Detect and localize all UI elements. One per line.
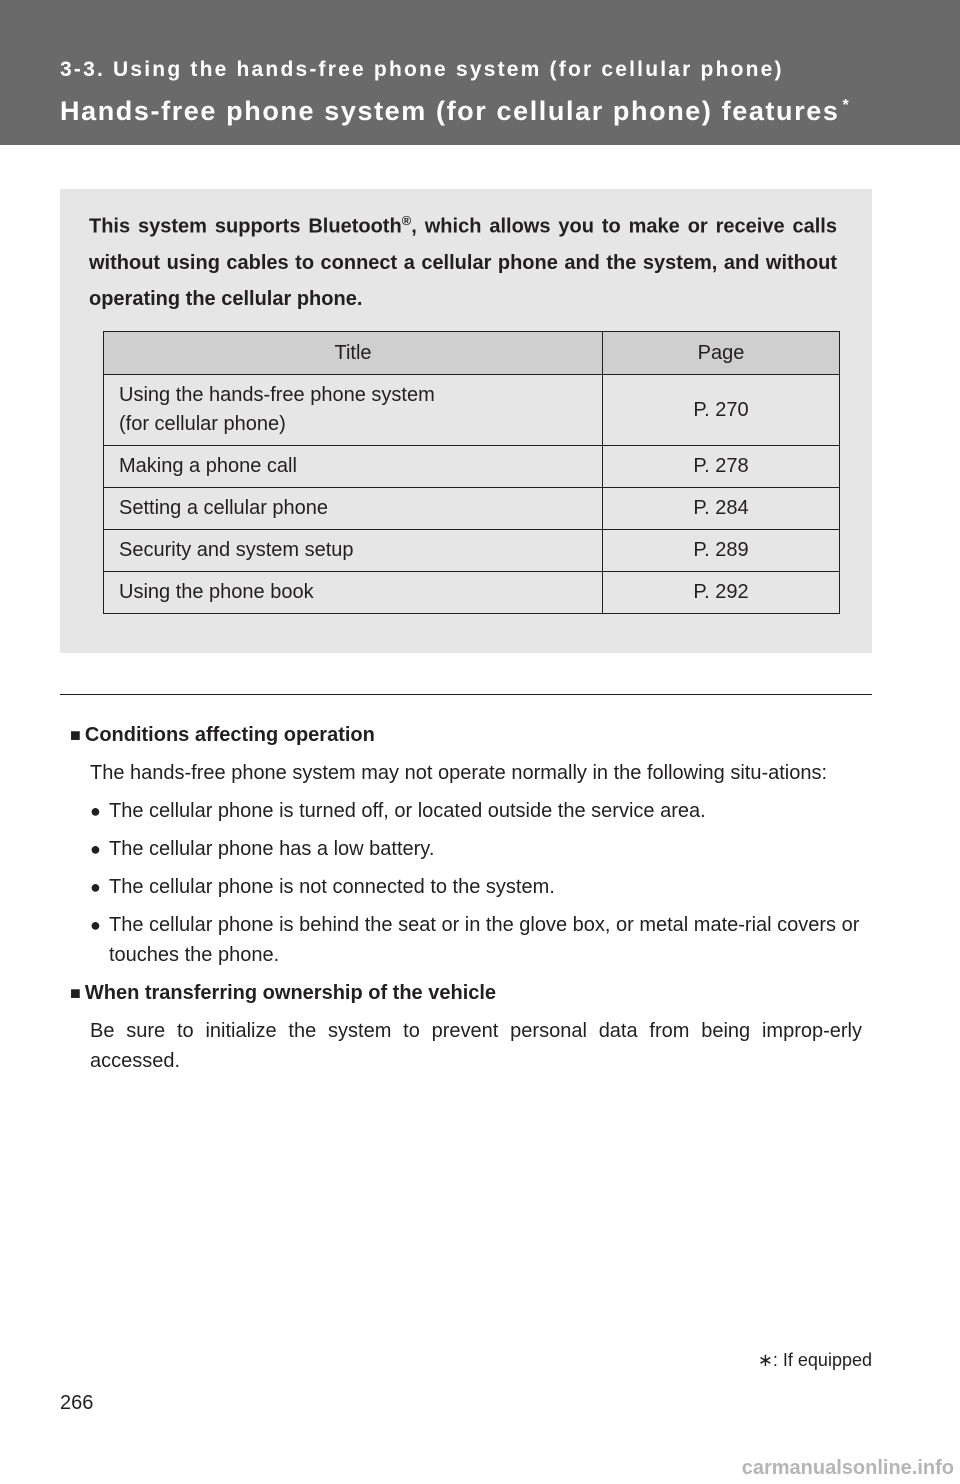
note-heading-conditions [70, 720, 862, 750]
note-heading-text: Conditions affecting operation [84, 724, 375, 746]
page-title-text: Hands-free phone system (for cellular phone) features [60, 96, 840, 126]
square-bullet-icon: ■ [70, 725, 81, 745]
contents-table [103, 331, 840, 614]
intro-text-end: , which allows you to make or receive calls without using cables to connect a cellular phone and the system, and without operating the cellular phone. [89, 215, 837, 310]
list-item [90, 834, 862, 864]
bullet-icon: ● [90, 801, 101, 821]
column-header-title: Title [104, 332, 603, 375]
square-bullet-icon: ■ [70, 983, 81, 1003]
row-page-link[interactable]: P. 284 [603, 488, 840, 530]
row-title-line: (for cellular phone) [119, 413, 286, 435]
section-divider [60, 694, 872, 695]
row-title: Setting a cellular phone [104, 488, 603, 530]
note-heading-text: When transferring ownership of the vehicle [84, 982, 497, 1004]
registered-mark: ® [401, 213, 412, 228]
page-title [60, 96, 850, 127]
list-item [90, 872, 862, 902]
row-title: Using the phone book [104, 572, 603, 614]
intro-text [89, 203, 837, 317]
bullet-icon: ● [90, 839, 101, 859]
row-page-link[interactable]: P. 289 [603, 530, 840, 572]
intro-box [60, 189, 872, 653]
list-item [90, 796, 862, 826]
row-title [104, 375, 603, 446]
notes-section [70, 720, 862, 1076]
intro-text-start: This system supports Bluetooth [89, 215, 402, 238]
section-title: 3-3. Using the hands-free phone system (for cellular phone) [60, 58, 784, 81]
row-title: Making a phone call [104, 446, 603, 488]
list-item-text: The cellular phone is not connected to the system. [109, 876, 555, 898]
table-row [104, 530, 840, 572]
note-paragraph: The hands-free phone system may not operate normally in the following situ-ations: [90, 762, 828, 784]
watermark: carmanualsonline.info [741, 1457, 954, 1479]
list-item-text: The cellular phone is turned off, or located outside the service area. [109, 800, 706, 822]
row-page-link[interactable]: P. 292 [603, 572, 840, 614]
table-row [104, 375, 840, 446]
table-row [104, 446, 840, 488]
row-title-line: Using the hands-free phone system [119, 384, 435, 406]
page-number: 266 [60, 1392, 94, 1414]
column-header-page: Page [603, 332, 840, 375]
list-item-text: The cellular phone has a low battery. [109, 838, 435, 860]
row-title: Security and system setup [104, 530, 603, 572]
bullet-icon: ● [90, 915, 101, 935]
table-header-row [104, 332, 840, 375]
row-page-link[interactable]: P. 270 [603, 375, 840, 446]
if-equipped-mark: * [842, 97, 851, 114]
bullet-icon: ● [90, 877, 101, 897]
note-heading-ownership [70, 978, 862, 1008]
note-paragraph: Be sure to initialize the system to prevent personal data from being improp-erly accessed. [90, 1020, 862, 1072]
table-row [104, 488, 840, 530]
row-page-link[interactable]: P. 278 [603, 446, 840, 488]
list-item [90, 910, 862, 970]
page-header [0, 0, 960, 145]
footnote: ∗: If equipped [757, 1350, 872, 1370]
list-item-text: The cellular phone is behind the seat or in the glove box, or metal mate-rial covers or touches the phone. [109, 914, 860, 966]
table-row [104, 572, 840, 614]
